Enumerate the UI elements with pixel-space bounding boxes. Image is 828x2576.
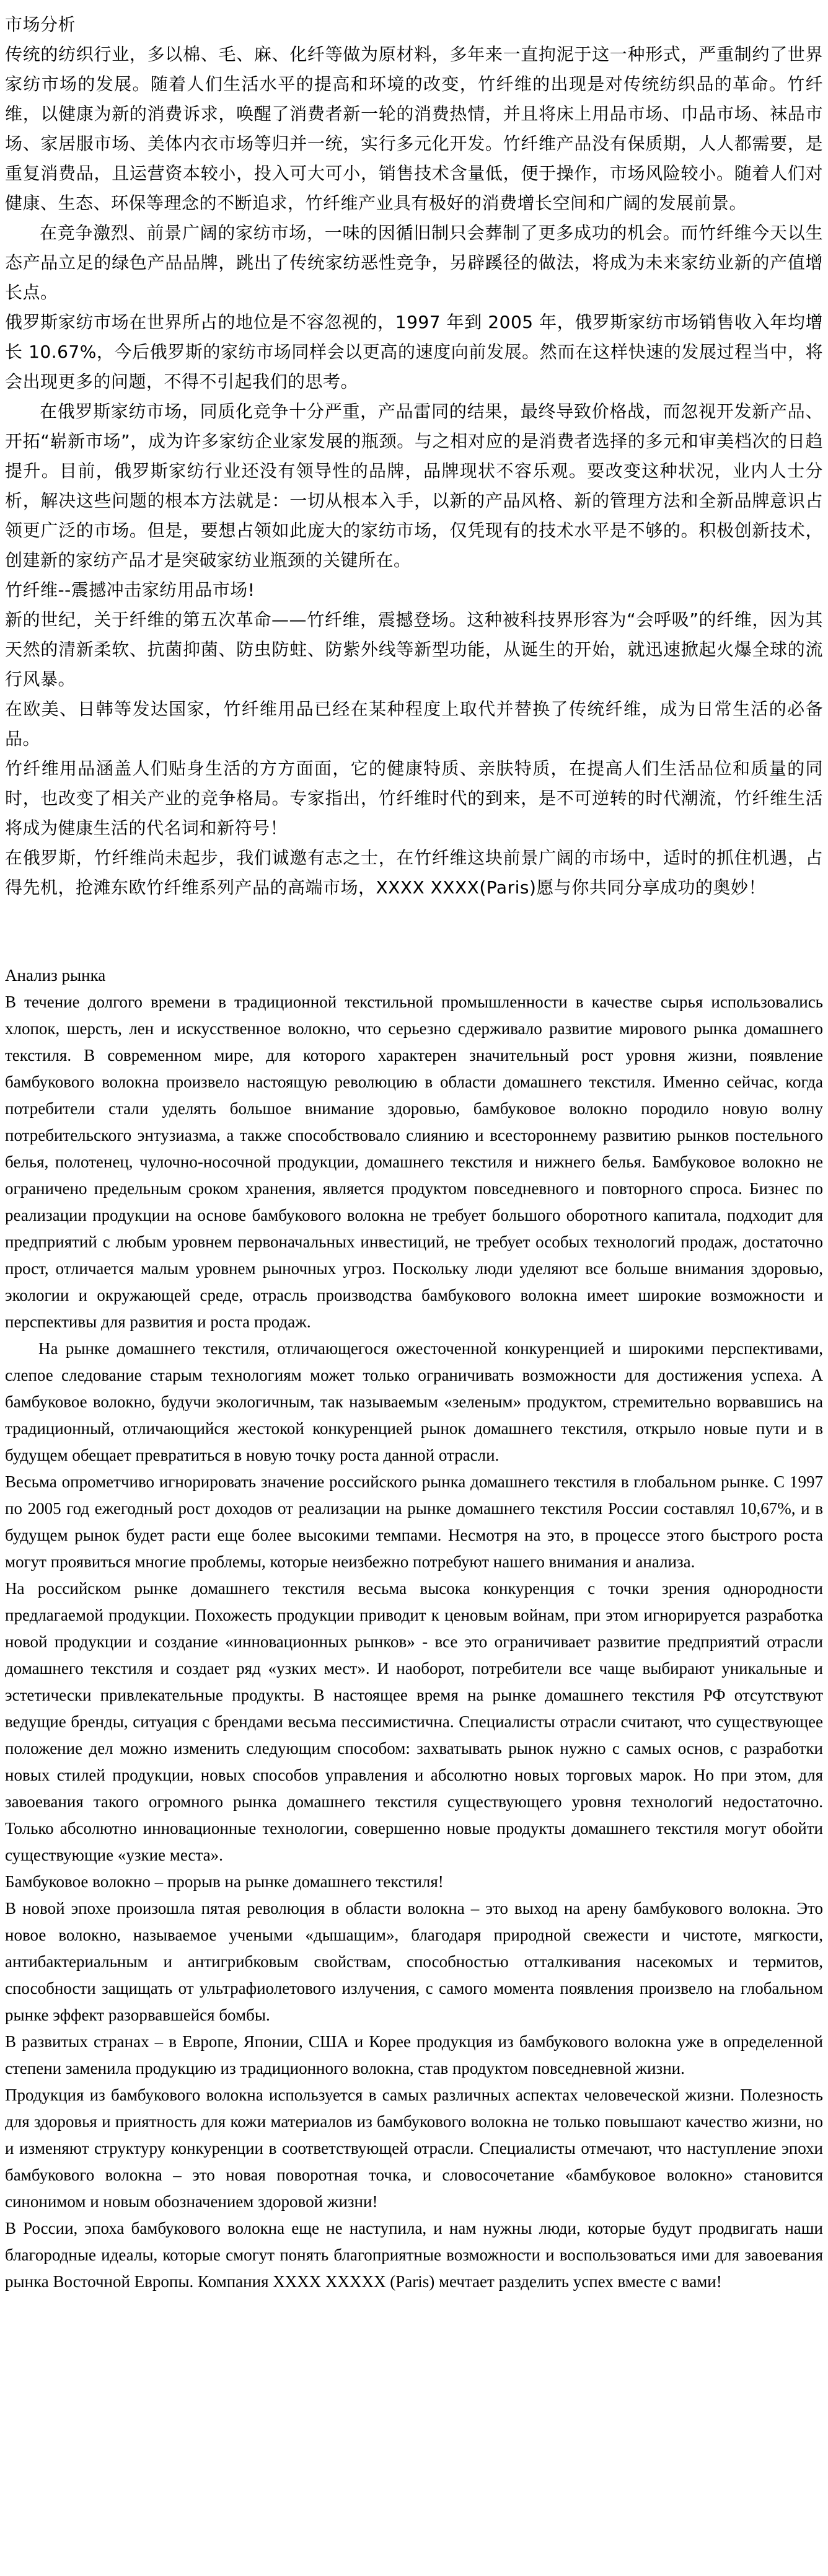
document-page (5, 10, 823, 2295)
russian-paragraph-1: В течение долгого времени в традиционной текстильной промышленности в качестве сырья использовались хлопок, шерсть, лен и искусственное волокно, что серьезно сдерживало развитие мирового рынка домашнего текстиля. В современном мире, для которого характерен значительный рост уровня жизни, появление бамбукового волокна произвело настоящую революцию в области домашнего текстиля. Именно сейчас, когда потребители стали уделять большое внимание здоровью, бамбуковое волокно породило новую волну потребительского энтузиазма, а также способствовало слиянию и всестороннему развитию рынков постельного белья, полотенец, чулочно-носочной продукции, домашнего текстиля и нижнего белья. Бамбуковое волокно не ограничено предельным сроком хранения, является продуктом повседневного и повторного спроса. Бизнес по реализации продукции на основе бамбукового волокна не требует большого оборотного капитала, подходит для предприятий с любым уровнем первоначальных инвестиций, не требует особых технологий продаж, достаточно прост, отличается малым уровнем рыночных угроз. Поскольку люди уделяют все больше внимания здоровью, экологии и окружающей среде, отрасль производства бамбукового волокна имеет широкие возможности и перспективы для развития и роста продаж. (5, 993, 823, 1331)
chinese-paragraph-6: 在欧美、日韩等发达国家，竹纤维用品已经在某种程度上取代并替换了传统纤维，成为日常生活的必备品。 (5, 699, 823, 749)
russian-paragraph-7: Продукция из бамбукового волокна используется в самых различных аспектах человеческой жизни. Полезность для здоровья и приятность для кожи материалов из бамбукового волокна не только повышают качество жизни, но и изменяют структуру конкуренции в соответствующей отрасли. Специалисты отмечают, что наступление эпохи бамбукового волокна – это новая поворотная точка, и словосочетание «бамбуковое волокно» становится синонимом и новым обозначением здоровой жизни! (5, 2086, 823, 2211)
section-gap (5, 903, 823, 962)
russian-paragraph-6: В развитых странах – в Европе, Японии, США и Корее продукция из бамбукового волокна уже в определенной степени заменила продукцию из традиционного волокна, став продуктом повседневной жизни. (5, 2032, 823, 2078)
chinese-section (5, 10, 823, 903)
russian-title: Анализ рынка (5, 966, 106, 985)
chinese-paragraph-8: 在俄罗斯，竹纤维尚未起步，我们诚邀有志之士，在竹纤维这块前景广阔的市场中，适时的抓住机遇，占得先机，抢滩东欧竹纤维系列产品的高端市场，XXXX XXXX(Paris)愿与你共同分享成功的奥妙！ (5, 848, 823, 898)
chinese-paragraph-7: 竹纤维用品涵盖人们贴身生活的方方面面，它的健康特质、亲肤特质，在提高人们生活品位和质量的同时，也改变了相关产业的竞争格局。专家指出，竹纤维时代的到来，是不可逆转的时代潮流，竹纤维生活将成为健康生活的代名词和新符号！ (5, 758, 823, 838)
russian-paragraph-2: На рынке домашнего текстиля, отличающегося ожесточенной конкуренцией и широкими перспективами, слепое следование старым технологиям может только ограничивать возможности для достижения успеха. А бамбуковое волокно, будучи экологичным, так называемым «зеленым» продуктом, стремительно ворвавшись на традиционный, отличающийся жестокой конкуренцией рынок домашнего текстиля, открыло новые пути и в будущем обещает превратиться в новую точку роста данной отрасли. (5, 1339, 823, 1464)
chinese-subheading: 竹纤维--震撼冲击家纺用品市场! (5, 580, 255, 600)
chinese-paragraph-1: 传统的纺织行业，多以棉、毛、麻、化纤等做为原材料，多年来一直拘泥于这一种形式，严重制约了世界家纺市场的发展。随着人们生活水平的提高和环境的改变，竹纤维的出现是对传统纺织品的革命。竹纤维，以健康为新的消费诉求，唤醒了消费者新一轮的消费热情，并且将床上用品市场、巾品市场、袜品市场、家居服市场、美体内衣市场等归并一统，实行多元化开发。竹纤维产品没有保质期，人人都需要，是重复消费品，且运营资本较小，投入可大可小，销售技术含量低，便于操作，市场风险较小。随着人们对健康、生态、环保等理念的不断追求，竹纤维产业具有极好的消费增长空间和广阔的发展前景。 (5, 44, 823, 213)
chinese-paragraph-2: 在竞争激烈、前景广阔的家纺市场，一味的因循旧制只会葬制了更多成功的机会。而竹纤维今天以生态产品立足的绿色产品品牌，跳出了传统家纺恶性竞争，另辟蹊径的做法，将成为未来家纺业新的产值增长点。 (5, 223, 823, 303)
chinese-title: 市场分析 (5, 14, 76, 35)
russian-subheading: Бамбуковое волокно – прорыв на рынке домашнего текстиля! (5, 1872, 444, 1891)
russian-paragraph-5: В новой эпохе произошла пятая революция в области волокна – это выход на арену бамбукового волокна. Это новое волокно, называемое учеными «дышащим», благодаря природной свежести и чистоте, мягкости, антибактериальным и антигрибковым свойствам, способностью отталкивания насекомых и термитов, способности защищать от ультрафиолетового излучения, с самого момента появления произвело на глобальном рынке эффект разорвавшейся бомбы. (5, 1899, 823, 2024)
chinese-paragraph-4: 在俄罗斯家纺市场，同质化竞争十分严重，产品雷同的结果，最终导致价格战，而忽视开发新产品、开拓“崭新市场”，成为许多家纺企业家发展的瓶颈。与之相对应的是消费者选择的多元和审美档次的日趋提升。目前，俄罗斯家纺行业还没有领导性的品牌，品牌现状不容乐观。要改变这种状况，业内人士分析，解决这些问题的根本方法就是：一切从根本入手，以新的产品风格、新的管理方法和全新品牌意识占领更广泛的市场。但是，要想占领如此庞大的家纺市场，仅凭现有的技术水平是不够的。积极创新技术，创建新的家纺产品才是突破家纺业瓶颈的关键所在。 (5, 401, 823, 570)
russian-section (5, 962, 823, 2295)
chinese-paragraph-5: 新的世纪，关于纤维的第五次革命——竹纤维，震撼登场。这种被科技界形容为“会呼吸”的纤维，因为其天然的清新柔软、抗菌抑菌、防虫防蛀、防紫外线等新型功能，从诞生的开始，就迅速掀起火爆全球的流行风暴。 (5, 609, 823, 689)
russian-paragraph-8: В России, эпоха бамбукового волокна еще не наступила, и нам нужны люди, которые будут продвигать наши благородные идеалы, которые смогут понять благоприятные возможности и воспользоваться ими для завоевания рынка Восточной Европы. Компания XXXX XXXXX (Paris) мечтает разделить успех вместе с вами! (5, 2219, 823, 2291)
chinese-paragraph-3: 俄罗斯家纺市场在世界所占的地位是不容忽视的，1997 年到 2005 年，俄罗斯家纺市场销售收入年均增长 10.67%，今后俄罗斯的家纺市场同样会以更高的速度向前发展。然而在这样快速的发展过程当中，将会出现更多的问题，不得不引起我们的思考。 (5, 312, 823, 392)
russian-paragraph-4: На российском рынке домашнего текстиля весьма высока конкуренция с точки зрения однородности предлагаемой продукции. Похожесть продукции приводит к ценовым войнам, при этом игнорируется разработка новой продукции и создание «инновационных рынков» - все это ограничивает развитие предприятий отрасли домашнего текстиля и создает ряд «узких мест». И наоборот, потребители все чаще выбирают уникальные и эстетически привлекательные продукты. В настоящее время на рынке домашнего текстиля РФ отсутствуют ведущие бренды, ситуация с брендами весьма пессимистична. Специалисты отрасли считают, что существующее положение дел можно изменить следующим способом: захватывать рынок нужно с самых основ, с разработки новых стилей продукции, новых способов управления и абсолютно новых торговых марок. Но при этом, для завоевания такого огромного рынка домашнего текстиля существующего уровня технологий недостаточно. Только абсолютно инновационные технологии, совершенно новые продукты домашнего текстиля могут обойти существующие «узкие места». (5, 1579, 823, 1864)
russian-paragraph-3: Весьма опрометчиво игнорировать значение российского рынка домашнего текстиля в глобальном рынке. С 1997 по 2005 год ежегодный рост доходов от реализации на рынке домашнего текстиля России составлял 10,67%, и в будущем рынок будет расти еще более высокими темпами. Несмотря на это, в процессе этого быстрого роста могут проявиться многие проблемы, которые неизбежно потребуют нашего внимания и анализа. (5, 1472, 823, 1571)
